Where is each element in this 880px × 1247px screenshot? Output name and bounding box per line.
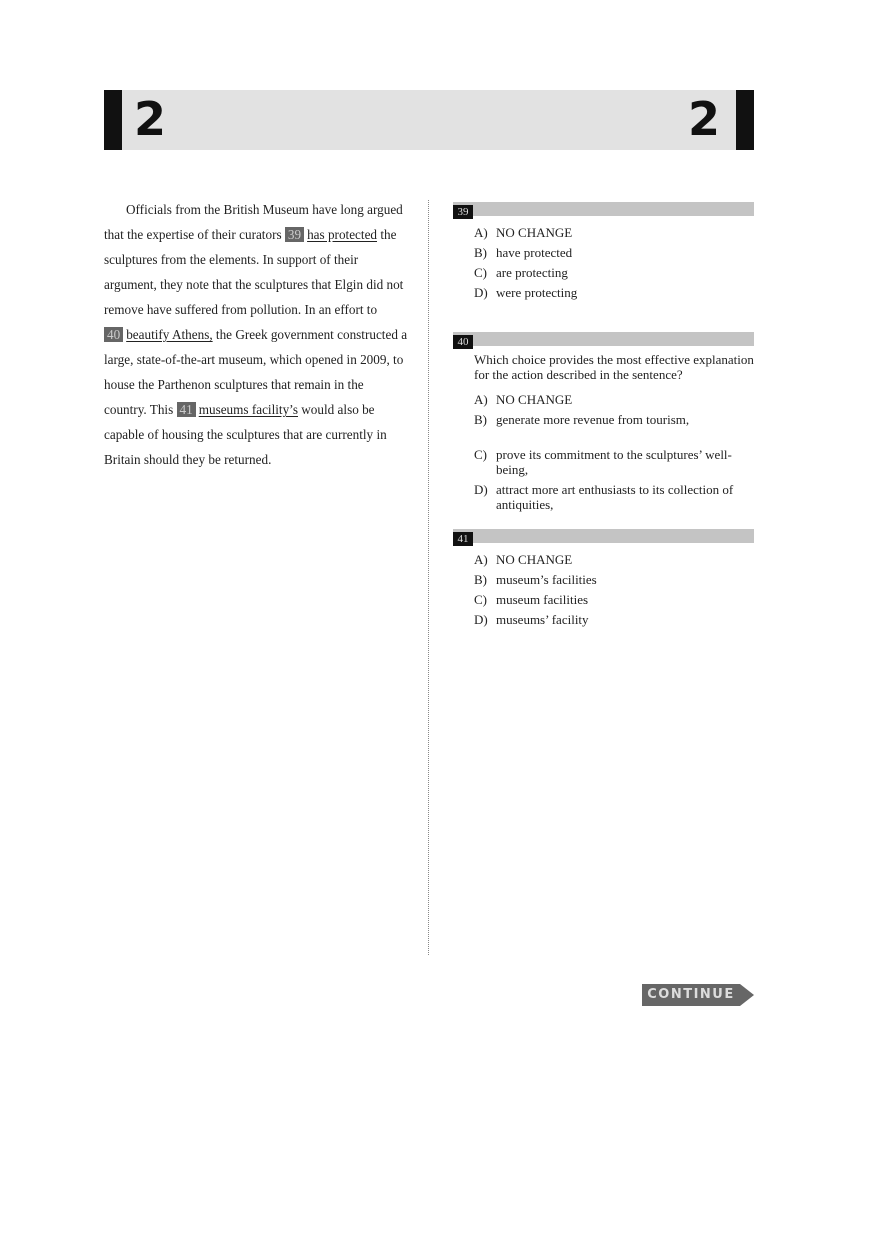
option-letter: D) [474,612,488,627]
option-text: attract more art enthusiasts to its collection of antiquities, [496,482,734,512]
option-text: were protecting [496,285,578,300]
passage-line [104,402,375,418]
option-letter: D) [474,285,488,300]
question-number-marker[interactable]: 40 [104,327,123,342]
passage-line [104,252,358,268]
option-letter: C) [474,265,487,280]
header-bar-right [736,90,754,150]
underlined-text: beautify Athens, [126,327,213,342]
answer-option[interactable] [474,592,746,607]
passage-line [104,352,403,368]
option-text: prove its commitment to the sculptures’ well-being, [496,447,732,477]
line-text: country. This [104,402,177,417]
option-text: NO CHANGE [496,225,573,240]
option-text: generate more revenue from tourism, [496,412,690,427]
passage-line [104,427,387,443]
answer-option[interactable] [474,265,746,280]
passage-line [126,202,403,218]
question-bar [453,202,754,216]
line-text: that the expertise of their curators [104,227,285,242]
underlined-text: has protected [307,227,378,242]
option-letter: D) [474,482,488,497]
option-text: museums’ facility [496,612,589,627]
option-letter: C) [474,592,487,607]
answer-option[interactable] [474,482,746,512]
option-text: museum facilities [496,592,589,607]
continue-button[interactable]: CONTINUE [642,984,740,1006]
line-text: argument, they note that the sculptures that Elgin did not [104,277,404,292]
passage-line [104,227,396,243]
section-number-left: 2 [134,92,167,146]
option-text: have protected [496,245,573,260]
question-number: 41 [453,532,473,546]
section-header [104,90,754,150]
line-text: capable of housing the sculptures that are currently in [104,427,387,442]
option-letter: A) [474,392,488,407]
answer-option[interactable] [474,285,746,300]
question-number-marker[interactable]: 39 [285,227,304,242]
line-text: remove have suffered from pollution. In an effort to [104,302,378,317]
option-text: are protecting [496,265,568,280]
option-text: NO CHANGE [496,392,573,407]
passage-line [104,302,377,318]
option-letter: B) [474,572,487,587]
passage-line [104,327,407,343]
passage-line [104,277,403,293]
answer-option[interactable] [474,552,746,567]
line-text: the [377,227,397,242]
option-letter: B) [474,412,487,427]
underlined-text: museums facility’s [198,402,298,417]
answer-option[interactable] [474,392,746,407]
answer-option[interactable] [474,412,746,427]
line-text: would also be [297,402,375,417]
question-bar [453,332,754,346]
column-divider [428,200,429,955]
section-number-right: 2 [687,92,720,146]
header-bar-left [104,90,122,150]
line-text: Britain should they be returned. [104,452,272,467]
question-stem: Which choice provides the most effective explanation for the action described in the sentence? [474,352,754,382]
option-text: NO CHANGE [496,552,573,567]
option-text: museum’s facilities [496,572,597,587]
answer-option[interactable] [474,245,746,260]
option-letter: A) [474,552,488,567]
answer-option[interactable] [474,612,746,627]
line-text: the Greek government constructed a [212,327,408,342]
option-letter: A) [474,225,488,240]
line-text: sculptures from the elements. In support of their [104,252,359,267]
option-letter: B) [474,245,487,260]
line-text: large, state-of-the-art museum, which opened in 2009, to [104,352,404,367]
question-bar [453,529,754,543]
option-letter: C) [474,447,487,462]
question-number: 39 [453,205,473,219]
answer-option[interactable] [474,447,746,477]
line-text: Officials from the British Museum have long argued [126,202,403,217]
answer-option[interactable] [474,572,746,587]
question-number: 40 [453,335,473,349]
passage-line [104,377,364,393]
question-number-marker[interactable]: 41 [177,402,196,417]
passage-line [104,452,271,468]
answer-option[interactable] [474,225,746,240]
line-text: house the Parthenon sculptures that remain in the [104,377,364,392]
